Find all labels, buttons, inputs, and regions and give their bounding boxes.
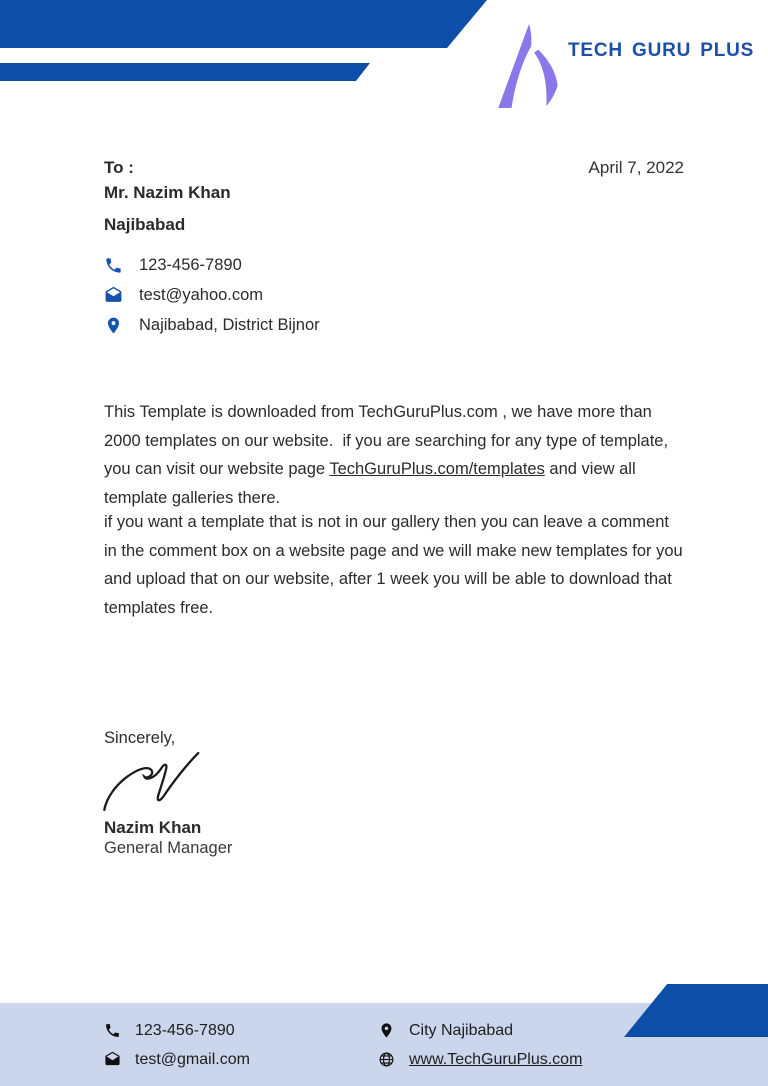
signature-scribble: [100, 750, 218, 814]
footer-email: test@gmail.com: [135, 1050, 250, 1068]
footer-website-link[interactable]: www.TechGuruPlus.com: [409, 1050, 583, 1068]
recipient-address: Najibabad, District Bijnor: [139, 315, 320, 334]
recipient-email: test@yahoo.com: [139, 285, 264, 304]
footer-row-phone: [104, 1016, 378, 1045]
paragraph-1-text: This Template is downloaded from TechGuruPlus.com , we have more than 2000 templates on our website. if you are searching for any type of template, you can visit our website page: [104, 403, 673, 478]
signer-title: General Manager: [104, 839, 233, 857]
mail-icon: [104, 1051, 121, 1068]
contact-row-address: [104, 310, 320, 340]
closing-salutation: Sincerely,: [104, 729, 176, 747]
location-icon: [104, 316, 123, 335]
globe-icon: [378, 1051, 395, 1068]
recipient-city: Najibabad: [104, 215, 186, 234]
footer-row-city: [378, 1016, 582, 1045]
recipient-phone: 123-456-7890: [139, 255, 242, 274]
footer-phone: 123-456-7890: [135, 1021, 235, 1039]
location-icon: [378, 1022, 395, 1039]
brand-name: TECH GURU PLUS: [568, 40, 755, 61]
footer-row-email: [104, 1045, 378, 1074]
to-row: [104, 158, 684, 178]
contact-row-email: [104, 280, 320, 310]
phone-icon: [104, 1022, 121, 1039]
phone-icon: [104, 256, 123, 275]
recipient-name: Mr. Nazim Khan: [104, 183, 231, 202]
contact-row-phone: [104, 250, 320, 280]
recipient-contact-list: [104, 250, 320, 340]
letter-date: April 7, 2022: [588, 158, 684, 177]
footer-row-website: [378, 1045, 582, 1074]
paragraph-1-text-end: and view all template galleries there.: [104, 460, 641, 507]
templates-page-link[interactable]: TechGuruPlus.com/templates: [329, 460, 545, 478]
footer-city: City Najibabad: [409, 1021, 514, 1039]
signer-name: Nazim Khan: [104, 818, 202, 837]
to-label: To :: [104, 158, 134, 177]
footer-left-column: [104, 1016, 378, 1074]
letter-body: [104, 0, 688, 1086]
paragraph-2: if you want a template that is not in our gallery then you can leave a comment in the comment box on a website page and we will make new templates for you and upload that on our website, after 1 week you will be able to download that templates free.: [104, 513, 688, 617]
mail-icon: [104, 286, 123, 305]
footer-right-column: [378, 1016, 582, 1074]
paragraph-1: [104, 398, 684, 512]
footer-content: [104, 1016, 664, 1074]
